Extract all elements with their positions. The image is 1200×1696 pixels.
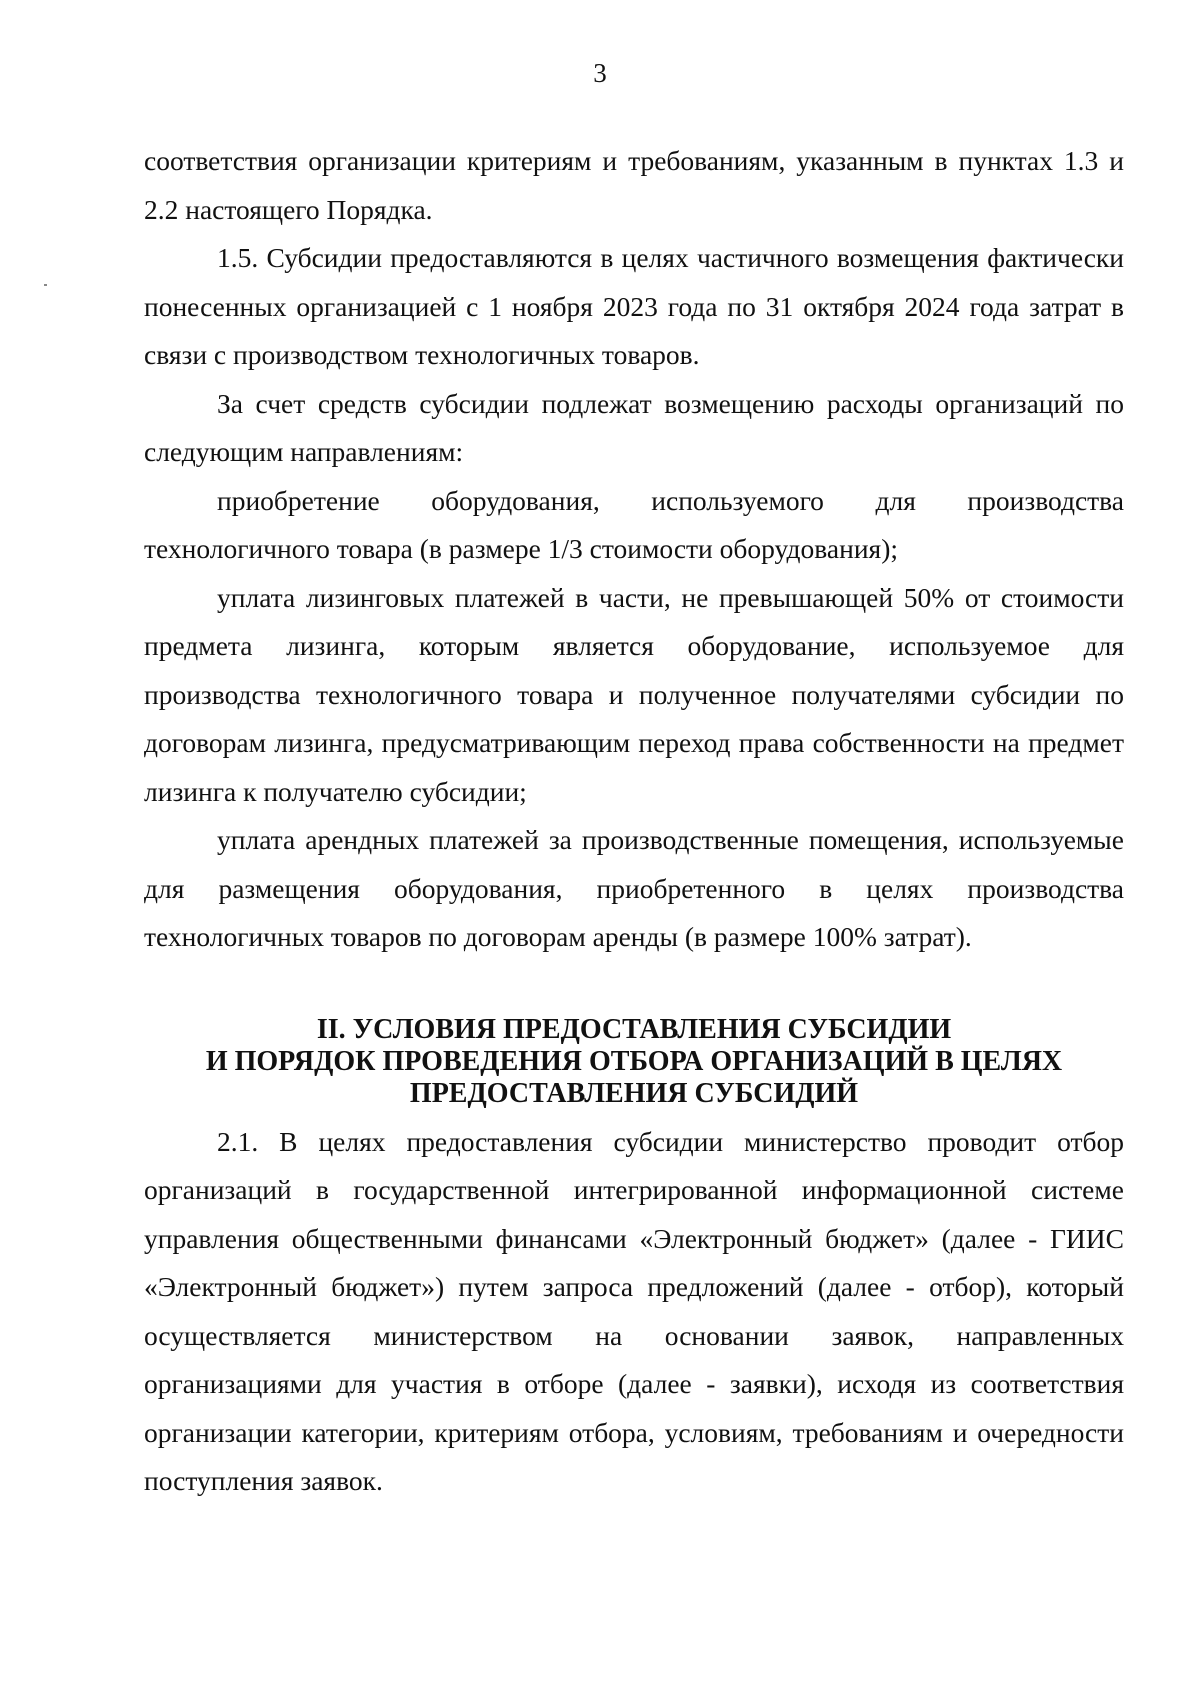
- scan-artifact: [44, 284, 47, 286]
- paragraph-1-5: 1.5. Субсидии предоставляются в целях частичного возмещения фактически понесенных организацией с 1 ноября 2023 года по 31 октября 2024 года затрат в связи с производством технологичных товаров.: [144, 242, 1124, 370]
- list-item-leasing: уплата лизинговых платежей в части, не превышающей 50% от стоимости предмета лизинга, которым является оборудование, используемое для производства технологичного товара и полученное получателями субсидии по договорам лизинга, предусматривающим переход права собственности на предмет лизинга к получателю субсидии;: [144, 581, 1124, 807]
- page-number: 3: [593, 58, 607, 88]
- section-heading-line-1: II. УСЛОВИЯ ПРЕДОСТАВЛЕНИЯ СУБСИДИИ: [316, 1013, 952, 1045]
- paragraph-continuation: соответствия организации критериям и требованиям, указанным в пунктах 1.3 и 2.2 настоящего Порядка.: [144, 145, 1124, 225]
- paragraph-2-1: 2.1. В целях предоставления субсидии министерство проводит отбор организаций в государственной интегрированной информационной системе управления общественными финансами «Электронный бюджет» (далее - ГИИС «Электронный бюджет») путем запроса предложений (далее - отбор), который осуществляется министерством на основании заявок, направленных организациями для участия в отборе (далее - заявки), исходя из соответствия организации категории, критериям отбора, условиям, требованиям и очередности поступления заявок.: [144, 1125, 1124, 1496]
- list-item-equipment: приобретение оборудования, используемого для производства технологичного товара (в размере 1/3 стоимости оборудования);: [144, 484, 1124, 564]
- section-heading: [144, 1014, 1124, 1110]
- section-heading-line-2: И ПОРЯДОК ПРОВЕДЕНИЯ ОТБОРА ОРГАНИЗАЦИЙ В ЦЕЛЯХ: [205, 1045, 1063, 1077]
- page-content: [144, 137, 1124, 1506]
- paragraph-expense-directions: За счет средств субсидии подлежат возмещению расходы организаций по следующим направлениям:: [144, 387, 1124, 467]
- list-item-rent: уплата арендных платежей за производственные помещения, используемые для размещения оборудования, приобретенного в целях производства технологичных товаров по договорам аренды (в размере 100% затрат).: [144, 824, 1124, 952]
- section-heading-line-3: ПРЕДОСТАВЛЕНИЯ СУБСИДИЙ: [409, 1077, 859, 1109]
